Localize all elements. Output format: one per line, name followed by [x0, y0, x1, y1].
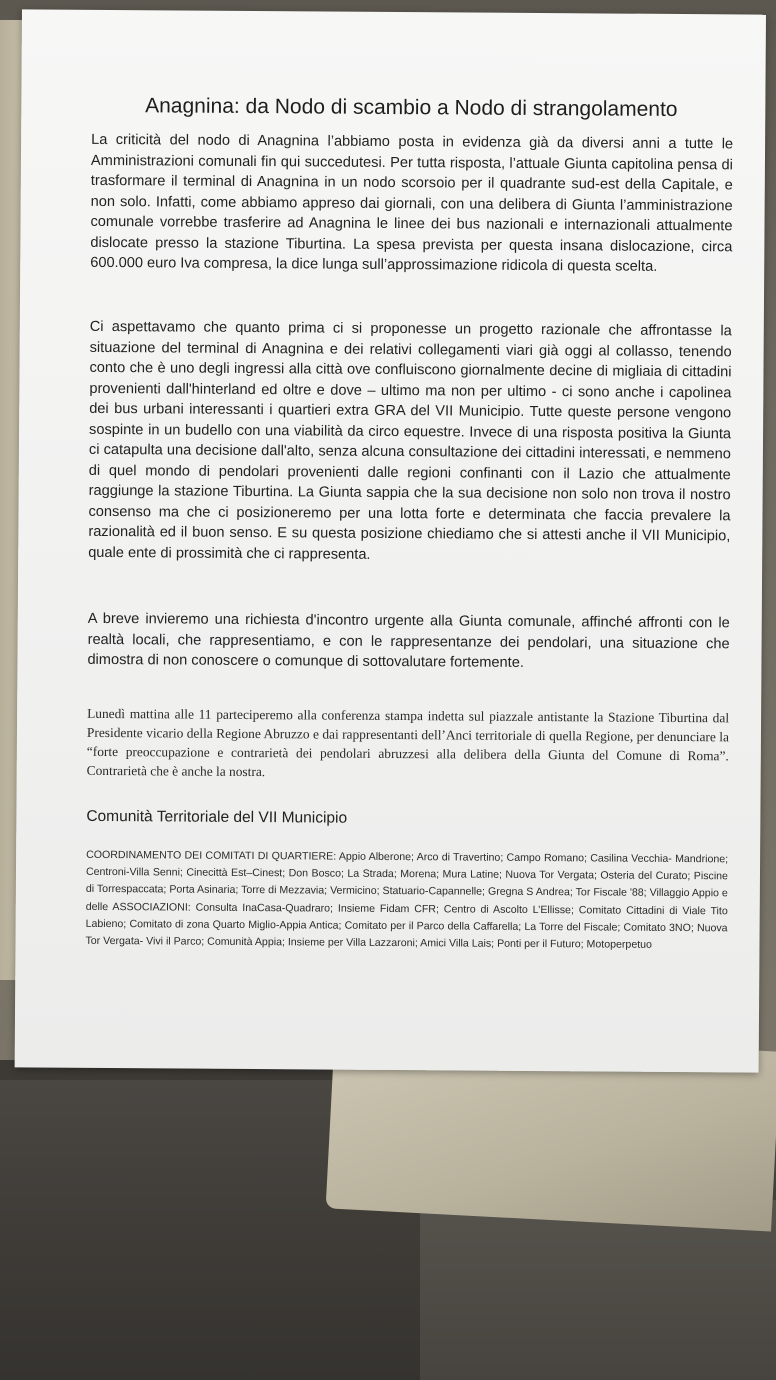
- paragraph-press-conference: Lunedì mattina alle 11 parteciperemo alla conferenza stampa indetta sul piazzale antistante la Stazione Tiburtina dal Presidente vicario della Regione Abruzzo e dai rappresentanti dell’Anci territoriale di quella Regione, per denunciare la “forte preoccupazione e contrarietà dei pendolari abruzzesi alla delibera della Giunta del Comune di Roma”. Contrarietà che è anche la nostra.: [86, 705, 730, 780]
- paper-sheet: [15, 9, 766, 1072]
- committees-list: COORDINAMENTO DEI COMITATI DI QUARTIERE: Appio Alberone; Arco di Travertino; Campo Romano; Casilina Vecchia- Mandrione; Centroni-Villa Senni; Cinecittà Est–Cinest; Don Bosco; La Strada; Morena; Mura Latine; Nuova Tor Vergata; Osteria del Curato; Piscine di Torrespaccata; Porta Asinaria; Torre di Mezzavia; Vermicino; Statuario-Capannelle; Gregna S Andrea; Tor Fiscale '88; Villaggio Appio e delle ASSOCIAZIONI: Consulta InaCasa-Quadraro; Insieme Fidam CFR; Centro di Ascolto L’Ellisse; Comitato Cittadini di Viale Tito Labieno; Comitato di zona Quarto Miglio-Appia Antica; Comitato per il Parco della Caffarella; La Torre del Fiscale; Comitato 3NO; Nuova Tor Vergata- Vivi il Parco; Comunità Appia; Insieme per Villa Lazzaroni; Amici Villa Lais; Ponti per il Futuro; Motoperpetuo: [85, 848, 729, 951]
- paragraph-2: Ci aspettavamo che quanto prima ci si proponesse un progetto razionale che affrontasse la situazione del terminal di Anagnina e dei relativi collegamenti viari già oggi al collasso, tenendo conto che è uno degli ingressi alla città ove confluiscono giornalmente decine di migliaia di cittadini provenienti dall'hinterland ed oltre e dove – ultimo ma non per ultimo - ci sono anche i capolinea dei bus urbani interessanti i quartieri extra GRA del VII Municipio. Tutte queste persone vengono sospinte in un budello con una viabilità da circo equestre. Invece di una risposta positiva la Giunta ci catapulta una decisione dall'alto, senza alcuna consultazione dei cittadini interessati, e nemmeno di quel mondo di pendolari provenienti dalle regioni confinanti con il Lazio che attualmente raggiunge la stazione Tiburtina. La Giunta sappia che la sua decisione non solo non trova il nostro consenso ma che ci posizioneremo per una lotta forte e determinata che faccia prevalere la razionalità ed il buon senso. E su questa posizione chiediamo che si attesti anche il VII Municipio, quale ente di prossimità che ci rappresenta.: [88, 318, 732, 563]
- signature: Comunità Territoriale del VII Municipio: [86, 807, 348, 827]
- paragraph-1: La criticità del nodo di Anagnina l’abbiamo posta in evidenza già da diversi anni a tutte le Amministrazioni comunali fin qui succedutesi. Per tutta risposta, l’attuale Giunta capitolina pensa di trasformare il terminal di Anagnina in un nodo scorsoio per il quadrante sud-est della Capitale, e non solo. Infatti, come abbiamo appreso dai giornali, con una delibera di Giunta l’amministrazione comunale vorrebbe trasferire ad Anagnina le linee dei bus nazionali e internazionali attualmente dislocate presso la stazione Tiburtina. La spesa prevista per questa insana dislocazione, circa 600.000 euro Iva compresa, la dice lunga sull’approssimazione ridicola di questa scelta.: [90, 131, 734, 275]
- document-title: Anagnina: da Nodo di scambio a Nodo di strangolamento: [145, 94, 678, 121]
- paragraph-3: A breve invieremo una richiesta d'incontro urgente alla Giunta comunale, affinché affronti con le realtà locali, che rappresentiamo, e con le rappresentanze dei pendolari, una situazione che dimostra di non conoscere o comunque di sottovalutare fortemente.: [87, 610, 730, 671]
